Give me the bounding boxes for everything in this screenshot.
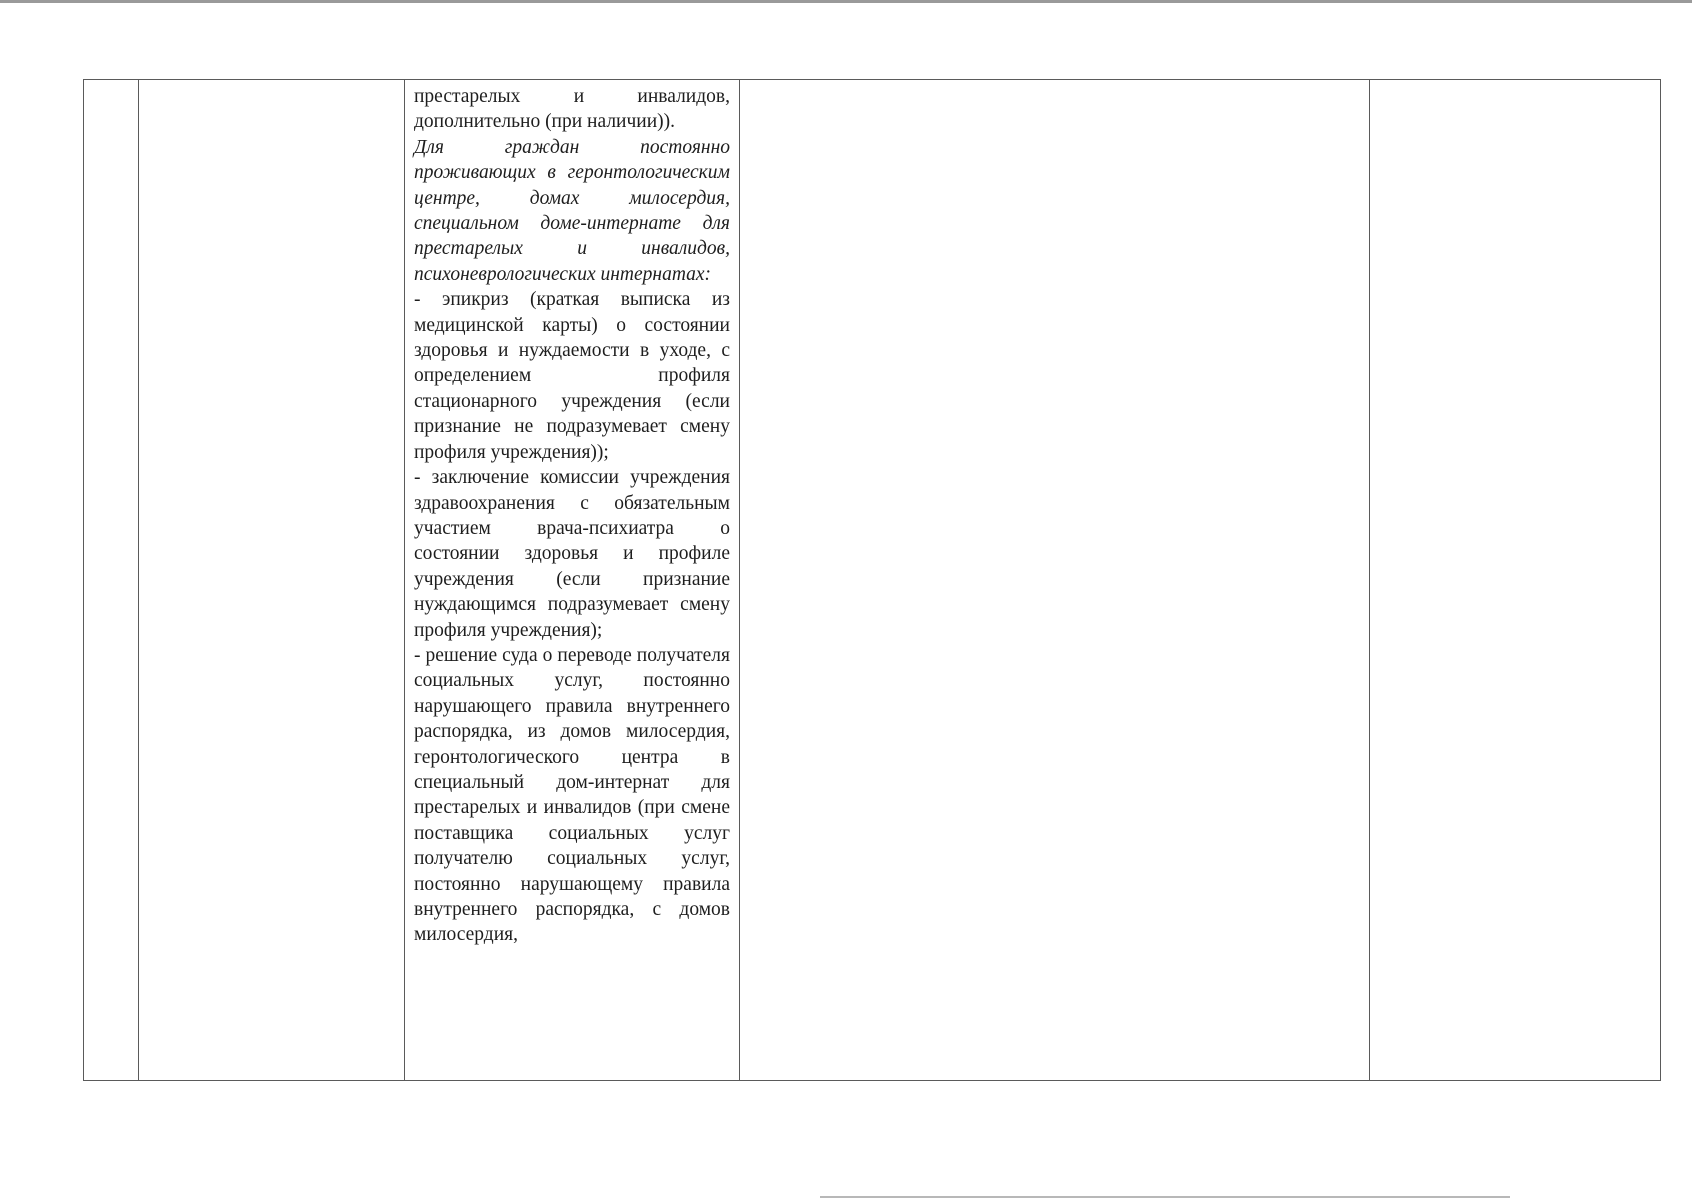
column-divider-3 xyxy=(739,80,740,1080)
requirements-cell xyxy=(414,84,730,948)
column-divider-4 xyxy=(1369,80,1370,1080)
cell-paragraph-court-decision: - решение суда о переводе получателя социальных услуг, постоянно нарушающего правила внутреннего распорядка, из домов милосердия, геронтологического центра в специальный дом-интернат для престарелых и инвалидов (при смене поставщика социальных услуг получателю социальных услуг, постоянно нарушающему правила внутреннего распорядка, с домов милосердия, xyxy=(414,644,730,946)
cell-paragraph-epicrisis: - эпикриз (краткая выписка из медицинской карты) о состоянии здоровья и нуждаемости в уходе, с определением профиля стационарного учреждения (если признание не подразумевает смену профиля учреждения)); xyxy=(414,289,730,463)
cell-paragraph-residents-heading: Для граждан постоянно проживающих в геронтологическим центре, домах милосердия, специальном доме-интернате для престарелых и инвалидов, психоневрологических интернатах: xyxy=(414,136,730,285)
cell-paragraph-commission-conclusion: - заключение комиссии учреждения здравоохранения с обязательным участием врача-психиатра о состоянии здоровья и профиле учреждения (если признание нуждающимся подразумевает смену профиля учреждения); xyxy=(414,467,730,641)
scan-edge-top xyxy=(0,0,1692,3)
column-divider-1 xyxy=(138,80,139,1080)
document-table xyxy=(83,79,1661,1081)
cell-paragraph-continuation: престарелых и инвалидов, дополнительно (при наличии)). xyxy=(414,86,730,133)
scan-edge-bottom xyxy=(820,1196,1510,1198)
column-divider-2 xyxy=(404,80,405,1080)
